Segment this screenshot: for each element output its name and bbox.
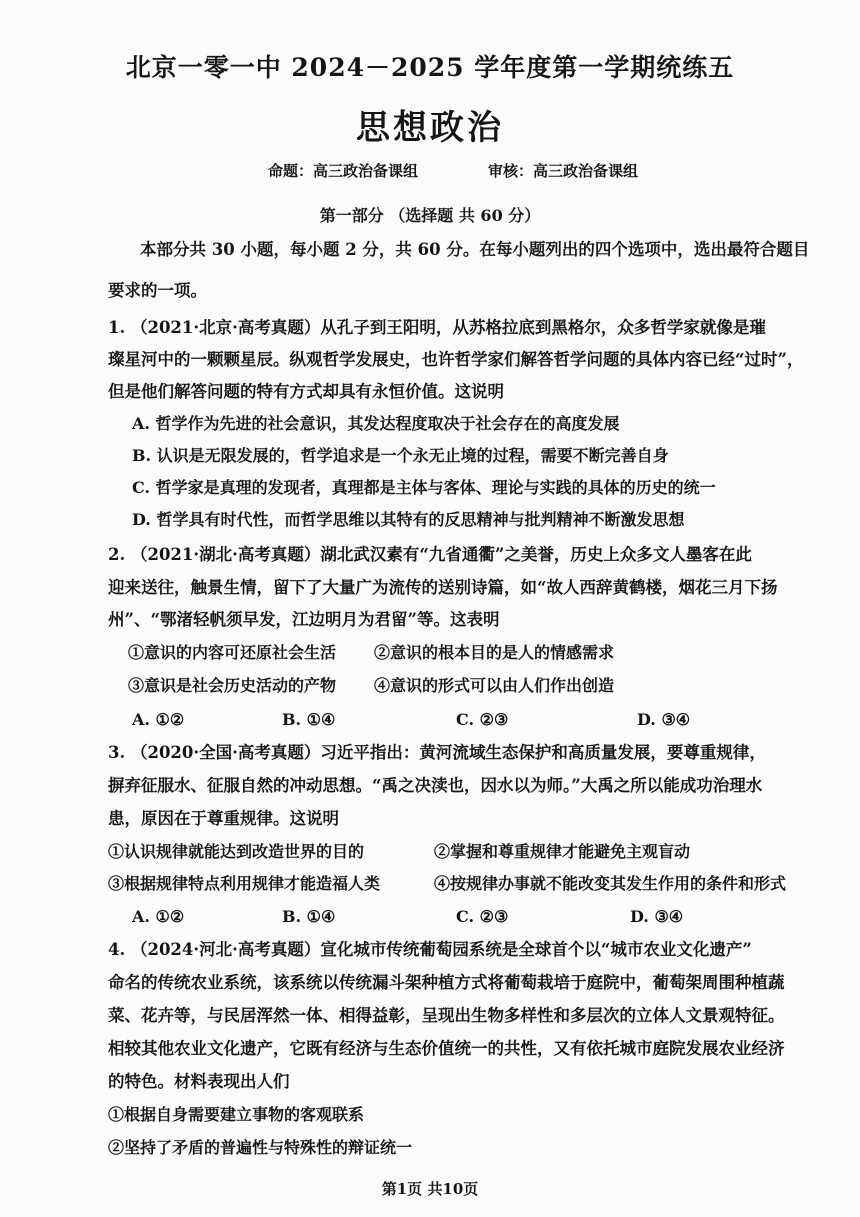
- q3-statement-4: ④按规律办事就不能改变其发生作用的条件和形式: [434, 874, 787, 893]
- exam-title: 北京一零一中 2024－2025 学年度第一学期统练五: [125, 53, 735, 82]
- q2-statement-1: ①意识的内容可还原社会生活: [128, 643, 337, 662]
- subject-title: 思想政治: [356, 108, 504, 148]
- q4-statement-1: ①根据自身需要建立事物的客观联系: [108, 1105, 365, 1124]
- reviewer-label: 审核：高三政治备课组: [488, 162, 639, 180]
- q2-stem-line-1: 2. （2021·湖北·高考真题）湖北武汉素有“九省通衢”之美誉，历史上众多文人墨客在此: [108, 545, 752, 564]
- q2-stem-line-2: 迎来送往，触景生情，留下了大量广为流传的送别诗篇，如“故人西辞黄鹤楼，烟花三月下扬: [108, 578, 778, 597]
- q1-stem-line-2: 璨星河中的一颗颗星辰。纵观哲学发展史，也许哲学家们解答哲学问题的具体内容已经“过时”，: [108, 350, 804, 369]
- q3-choice-d: D. ③④: [630, 907, 684, 926]
- q4-stem-line-4: 相较其他农业文化遗产，它既有经济与生态价值统一的共性，又有依托城市庭院发展农业经济: [108, 1039, 785, 1058]
- q2-choice-d: D. ③④: [637, 710, 691, 729]
- q3-stem-line-2: 摒弃征服水、征服自然的冲动思想。“禹之决渎也，因水以为师。”大禹之所以能成功治理水: [108, 776, 763, 795]
- authors-line: [268, 160, 638, 181]
- q4-stem-line-3: 菜、花卉等，与民居浑然一体、相得益彰，呈现出生物多样性和多层次的立体人文景观特征。: [108, 1006, 785, 1025]
- q4-statement-2: ②坚持了矛盾的普遍性与特殊性的辩证统一: [108, 1138, 413, 1157]
- setter-label: 命题：高三政治备课组: [268, 162, 419, 180]
- q3-statement-3: ③根据规律特点利用规律才能造福人类: [108, 874, 381, 893]
- page-number: 第1页 共10页: [381, 1180, 479, 1198]
- q2-statement-3: ③意识是社会历史活动的产物: [128, 676, 337, 695]
- instructions-line-2: 要求的一项。: [108, 281, 207, 300]
- q3-choice-a: A. ①②: [132, 907, 185, 926]
- q2-choice-a: A. ①②: [132, 710, 185, 729]
- q2-choice-b: B. ①④: [282, 710, 336, 729]
- q2-stem-line-3: 州”、“鄂渚轻帆须早发，江边明月为君留”等。这表明: [108, 610, 500, 629]
- q2-choice-c: C. ②③: [456, 710, 509, 729]
- q1-option-b: B. 认识是无限发展的，哲学追求是一个永无止境的过程，需要不断完善自身: [132, 446, 669, 465]
- q4-stem-line-1: 4. （2024·河北·高考真题）宣化城市传统葡萄园系统是全球首个以“城市农业文化遗产”: [108, 940, 752, 959]
- q2-statement-2: ②意识的根本目的是人的情感需求: [374, 643, 615, 662]
- q2-statement-4: ④意识的形式可以由人们作出创造: [374, 676, 615, 695]
- q1-option-c: C. 哲学家是真理的发现者，真理都是主体与客体、理论与实践的具体的历史的统一: [132, 478, 716, 497]
- q4-stem-line-2: 命名的传统农业系统，该系统以传统漏斗架种植方式将葡萄栽培于庭院中，葡萄架周围种植蔬: [108, 973, 785, 992]
- q1-stem-line-3: 但是他们解答问题的特有方式却具有永恒价值。这说明: [108, 382, 504, 401]
- q3-statement-2: ②掌握和尊重规律才能避免主观盲动: [434, 842, 691, 861]
- q1-option-d: D. 哲学具有时代性，而哲学思维以其特有的反思精神与批判精神不断激发思想: [132, 510, 685, 529]
- q1-option-a: A. 哲学作为先进的社会意识，其发达程度取决于社会存在的高度发展: [132, 414, 620, 433]
- q3-choice-b: B. ①④: [282, 907, 336, 926]
- q3-statement-1: ①认识规律就能达到改造世界的目的: [108, 842, 365, 861]
- q3-choice-c: C. ②③: [456, 907, 509, 926]
- section-title: 第一部分 （选择题 共 60 分）: [319, 206, 541, 225]
- q4-stem-line-5: 的特色。材料表现出人们: [108, 1072, 290, 1091]
- instructions-line-1: 本部分共 30 小题，每小题 2 分，共 60 分。在每小题列出的四个选项中，选出最符合题目: [140, 240, 810, 259]
- q1-stem-line-1: 1. （2021·北京·高考真题）从孔子到王阳明，从苏格拉底到黑格尔，众多哲学家就像是璀: [108, 318, 766, 337]
- q3-stem-line-1: 3. （2020·全国·高考真题）习近平指出：黄河流域生态保护和高质量发展，要尊重规律，: [108, 743, 766, 762]
- q3-stem-line-3: 患，原因在于尊重规律。这说明: [108, 809, 339, 828]
